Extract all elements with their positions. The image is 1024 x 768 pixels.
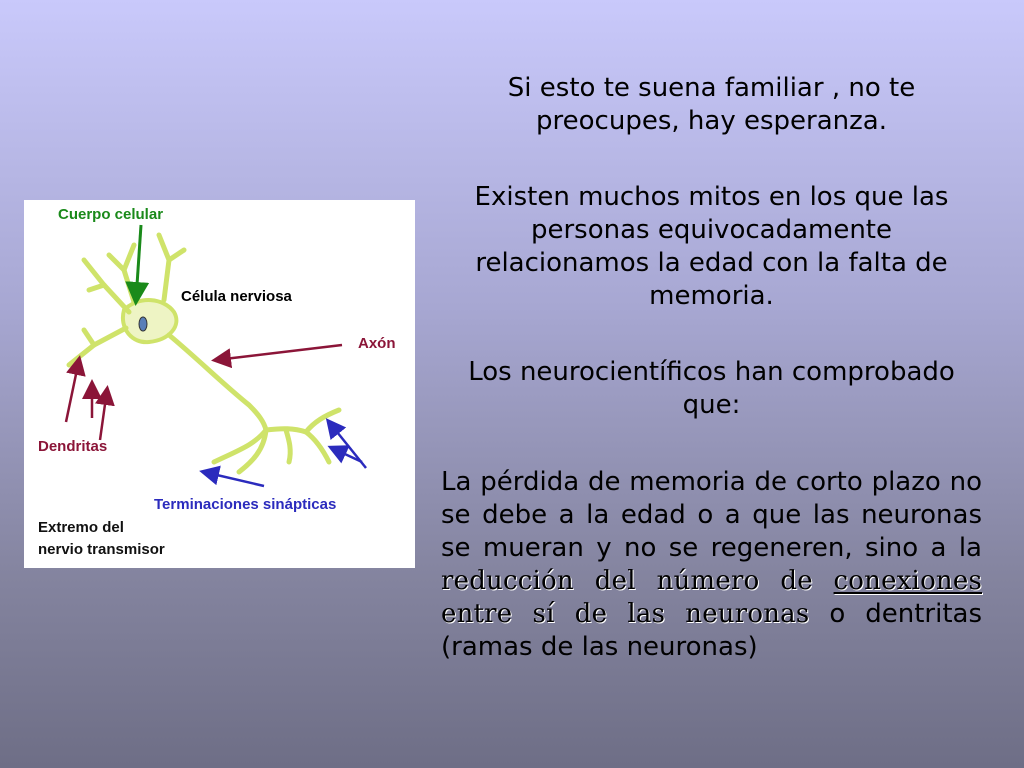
paragraph-intro: Si esto te suena familiar , no te preocupes, hay esperanza. (507, 73, 916, 136)
label-extremo-line2: nervio transmisor (38, 541, 165, 558)
label-celula-nerviosa: Célula nerviosa (181, 288, 292, 305)
paragraph-neuroscientists: Los neurocientíficos han comprobado que: (468, 357, 955, 420)
memory-loss-start: La pérdida de memoria de corto plazo no se debe a la edad o a que las neuronas se mueran y no se regeneren, sino a la (441, 467, 982, 563)
label-terminaciones: Terminaciones sinápticas (154, 496, 337, 513)
memory-loss-end: o dentritas (ramas de las neuronas) (441, 599, 983, 662)
paragraph-myths: Existen muchos mitos en los que las personas equivocadamente relacionamos la edad con la falta de memoria. (474, 182, 949, 311)
label-cuerpo-celular: Cuerpo celular (58, 206, 164, 223)
label-axon: Axón (358, 335, 396, 352)
label-dendritas: Dendritas (38, 438, 108, 455)
emphasis-neuronas: entre sí de las neuronas (441, 599, 810, 629)
emphasis-conexiones: conexiones (833, 566, 982, 596)
emphasis-reduccion: reducción del número de (441, 566, 813, 596)
paragraph-memory-loss (441, 466, 982, 664)
neuron-shape (69, 235, 339, 472)
neuron-diagram (24, 200, 415, 568)
slide-text (441, 72, 982, 690)
label-extremo-line1: Extremo del (38, 519, 124, 536)
